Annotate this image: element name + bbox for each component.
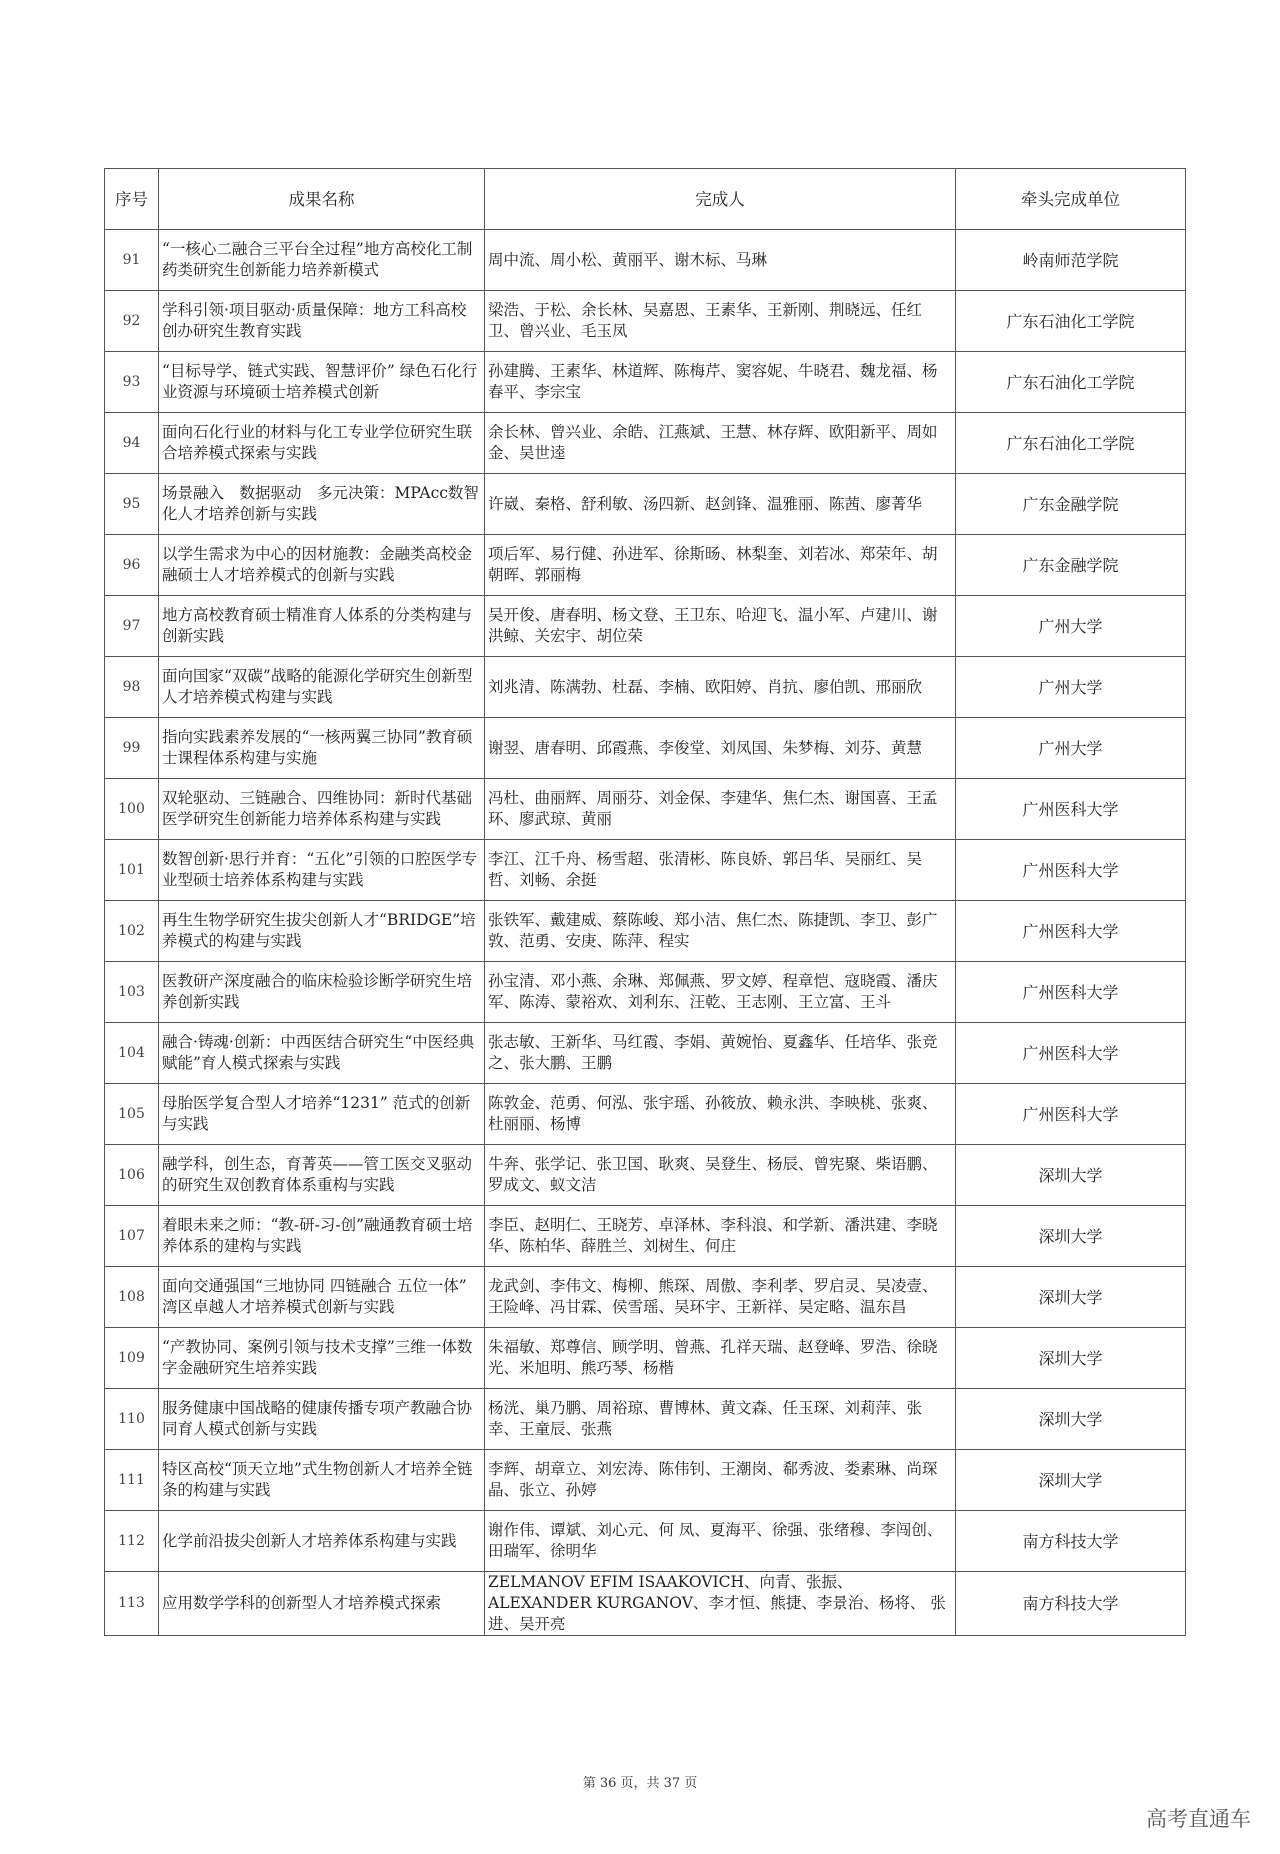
table-row [105,1389,1186,1450]
row-title: “一核心二融合三平台全过程”地方高校化工制药类研究生创新能力培养新模式 [159,230,485,291]
header-people: 完成人 [485,169,956,230]
row-people: 许崴、秦格、舒利敏、汤四新、赵剑锋、温雅丽、陈茜、廖菁华 [485,474,956,535]
row-unit: 岭南师范学院 [956,230,1186,291]
row-num: 113 [105,1572,159,1636]
row-title: 化学前沿拔尖创新人才培养体系构建与实践 [159,1511,485,1572]
row-title: 医教研产深度融合的临床检验诊断学研究生培养创新实践 [159,962,485,1023]
row-people: 杨洸、巢乃鹏、周裕琼、曹博林、黄文森、任玉琛、刘莉萍、张幸、王童辰、张燕 [485,1389,956,1450]
row-title: 面向国家“双碳”战略的能源化学研究生创新型人才培养模式构建与实践 [159,657,485,718]
row-num: 92 [105,291,159,352]
row-unit: 广东石油化工学院 [956,352,1186,413]
row-num: 106 [105,1145,159,1206]
row-title: 双轮驱动、三链融合、四维协同：新时代基础医学研究生创新能力培养体系构建与实践 [159,779,485,840]
row-num: 99 [105,718,159,779]
row-title: 再生生物学研究生拔尖创新人才“BRIDGE”培养模式的构建与实践 [159,901,485,962]
row-unit: 广州医科大学 [956,901,1186,962]
row-num: 100 [105,779,159,840]
table-row [105,901,1186,962]
row-title: 面向交通强国“三地协同 四链融合 五位一体” 湾区卓越人才培养模式创新与实践 [159,1267,485,1328]
row-people: 吴开俊、唐春明、杨文登、王卫东、哈迎飞、温小军、卢建川、谢洪鲸、关宏宇、胡位荣 [485,596,956,657]
row-people: ZELMANOV EFIM ISAAKOVICH、向青、张振、 ALEXANDER KURGANOV、李才恒、熊捷、李景治、杨将、 张进、吴开亮 [485,1572,956,1636]
row-unit: 广州大学 [956,657,1186,718]
table-row [105,535,1186,596]
table-row [105,1328,1186,1389]
watermark: 高考直通车 [1146,1807,1251,1831]
row-unit: 广州医科大学 [956,840,1186,901]
table-row [105,779,1186,840]
row-title: 以学生需求为中心的因材施教：金融类高校金融硕士人才培养模式的创新与实践 [159,535,485,596]
header-title: 成果名称 [159,169,485,230]
table-row [105,1267,1186,1328]
row-people: 孙宝清、邓小燕、余琳、郑佩燕、罗文婷、程章恺、寇晓霞、潘庆军、陈涛、蒙裕欢、刘利东、汪乾、王志刚、王立富、王斗 [485,962,956,1023]
row-people: 张志敏、王新华、马红霞、李娟、黄婉怡、夏鑫华、任培华、张竞之、张大鹏、王鹏 [485,1023,956,1084]
row-unit: 广东石油化工学院 [956,413,1186,474]
row-num: 111 [105,1450,159,1511]
row-num: 93 [105,352,159,413]
row-title: 地方高校教育硕士精准育人体系的分类构建与创新实践 [159,596,485,657]
row-unit: 深圳大学 [956,1389,1186,1450]
row-unit: 深圳大学 [956,1206,1186,1267]
row-title: 场景融入 数据驱动 多元决策：MPAcc数智化人才培养创新与实践 [159,474,485,535]
row-unit: 广州医科大学 [956,1023,1186,1084]
row-num: 101 [105,840,159,901]
table-row [105,1572,1186,1636]
row-num: 95 [105,474,159,535]
row-title: 融学科，创生态，育菁英——管工医交叉驱动的研究生双创教育体系重构与实践 [159,1145,485,1206]
row-num: 105 [105,1084,159,1145]
row-num: 97 [105,596,159,657]
row-people: 刘兆清、陈满勃、杜磊、李楠、欧阳婷、肖抗、廖伯凯、邢丽欣 [485,657,956,718]
table-row [105,657,1186,718]
row-title: 特区高校“顶天立地”式生物创新人才培养全链条的构建与实践 [159,1450,485,1511]
row-title: 应用数学学科的创新型人才培养模式探索 [159,1572,485,1636]
row-people: 谢翌、唐春明、邱霞燕、李俊堂、刘凤国、朱梦梅、刘芬、黄慧 [485,718,956,779]
row-unit: 广东金融学院 [956,474,1186,535]
row-title: 融合·铸魂·创新：中西医结合研究生“中医经典赋能”育人模式探索与实践 [159,1023,485,1084]
row-num: 110 [105,1389,159,1450]
row-num: 91 [105,230,159,291]
row-unit: 广州医科大学 [956,962,1186,1023]
row-num: 94 [105,413,159,474]
row-people: 张铁军、戴建威、蔡陈峻、郑小洁、焦仁杰、陈捷凯、李卫、彭广敦、范勇、安庚、陈萍、程实 [485,901,956,962]
row-num: 108 [105,1267,159,1328]
row-people: 项后军、易行健、孙进军、徐斯旸、林梨奎、刘若冰、郑荣年、胡朝晖、郭丽梅 [485,535,956,596]
row-unit: 广东金融学院 [956,535,1186,596]
row-unit: 南方科技大学 [956,1572,1186,1636]
table-row [105,962,1186,1023]
row-unit: 深圳大学 [956,1267,1186,1328]
row-people: 牛奔、张学记、张卫国、耿爽、吴登生、杨辰、曾宪聚、柴语鹏、罗成文、蚁文洁 [485,1145,956,1206]
row-unit: 深圳大学 [956,1328,1186,1389]
table-row [105,474,1186,535]
row-people: 冯杜、曲丽辉、周丽芬、刘金保、李建华、焦仁杰、谢国喜、王孟环、廖武琼、黄丽 [485,779,956,840]
row-people: 谢作伟、谭斌、刘心元、何 凤、夏海平、徐强、张绪穆、李闯创、田瑞军、徐明华 [485,1511,956,1572]
row-title: 数智创新·思行并育：“五化”引领的口腔医学专业型硕士培养体系构建与实践 [159,840,485,901]
row-people: 朱福敏、郑尊信、顾学明、曾燕、孔祥天瑞、赵登峰、罗浩、徐晓光、米旭明、熊巧琴、杨楷 [485,1328,956,1389]
table-row [105,352,1186,413]
row-num: 98 [105,657,159,718]
row-people: 陈敦金、范勇、何泓、张宇瑶、孙筱放、赖永洪、李映桃、张爽、杜丽丽、杨博 [485,1084,956,1145]
table-row [105,230,1186,291]
table-row [105,291,1186,352]
header-unit: 牵头完成单位 [956,169,1186,230]
row-title: “目标导学、链式实践、智慧评价” 绿色石化行业资源与环境硕士培养模式创新 [159,352,485,413]
row-unit: 广州医科大学 [956,1084,1186,1145]
row-unit: 广州大学 [956,596,1186,657]
row-title: “产教协同、案例引领与技术支撑”三维一体数字金融研究生培养实践 [159,1328,485,1389]
row-num: 103 [105,962,159,1023]
page-footer: 第 36 页，共 37 页 [582,1776,698,1791]
row-num: 112 [105,1511,159,1572]
row-title: 学科引领·项目驱动·质量保障：地方工科高校创办研究生教育实践 [159,291,485,352]
row-unit: 深圳大学 [956,1145,1186,1206]
row-people: 孙建腾、王素华、林道辉、陈梅芹、窦容妮、牛晓君、魏龙福、杨春平、李宗宝 [485,352,956,413]
row-num: 104 [105,1023,159,1084]
row-people: 余长林、曾兴业、余皓、江燕斌、王慧、林存辉、欧阳新平、周如金、吴世逵 [485,413,956,474]
row-people: 龙武剑、李伟文、梅柳、熊琛、周傲、李利孝、罗启灵、吴凌壹、王险峰、冯甘霖、侯雪瑶、吴环宇、王新祥、吴定略、温东昌 [485,1267,956,1328]
row-people: 李江、江千舟、杨雪超、张清彬、陈良娇、郭吕华、吴丽红、吴哲、刘畅、余挺 [485,840,956,901]
table-row [105,1145,1186,1206]
row-unit: 广州医科大学 [956,779,1186,840]
row-unit: 深圳大学 [956,1450,1186,1511]
table-row [105,596,1186,657]
table-row [105,1450,1186,1511]
table-header-row [105,169,1186,230]
row-unit: 广东石油化工学院 [956,291,1186,352]
table-row [105,1084,1186,1145]
row-num: 109 [105,1328,159,1389]
row-title: 服务健康中国战略的健康传播专项产教融合协同育人模式创新与实践 [159,1389,485,1450]
table-row [105,1023,1186,1084]
row-num: 96 [105,535,159,596]
row-num: 107 [105,1206,159,1267]
row-unit: 广州大学 [956,718,1186,779]
row-num: 102 [105,901,159,962]
row-unit: 南方科技大学 [956,1511,1186,1572]
row-people: 周中流、周小松、黄丽平、谢木标、马琳 [485,230,956,291]
row-title: 面向石化行业的材料与化工专业学位研究生联合培养模式探索与实践 [159,413,485,474]
table-row [105,840,1186,901]
row-title: 指向实践素养发展的“一核两翼三协同”教育硕士课程体系构建与实施 [159,718,485,779]
achievements-table [104,168,1186,1636]
table-row [105,413,1186,474]
table-row [105,718,1186,779]
row-people: 李臣、赵明仁、王晓芳、卓泽林、李科浪、和学新、潘洪建、李晓华、陈柏华、薛胜兰、刘树生、何庄 [485,1206,956,1267]
header-num: 序号 [105,169,159,230]
table-row [105,1206,1186,1267]
table-row [105,1511,1186,1572]
row-title: 母胎医学复合型人才培养“1231” 范式的创新与实践 [159,1084,485,1145]
row-people: 李辉、胡章立、刘宏涛、陈伟钊、王潮岗、郗秀波、娄素琳、尚琛晶、张立、孙婷 [485,1450,956,1511]
row-people: 梁浩、于松、余长林、吴嘉恩、王素华、王新刚、荆晓远、任红卫、曾兴业、毛玉凤 [485,291,956,352]
row-title: 着眼未来之师：“教-研-习-创”融通教育硕士培养体系的建构与实践 [159,1206,485,1267]
